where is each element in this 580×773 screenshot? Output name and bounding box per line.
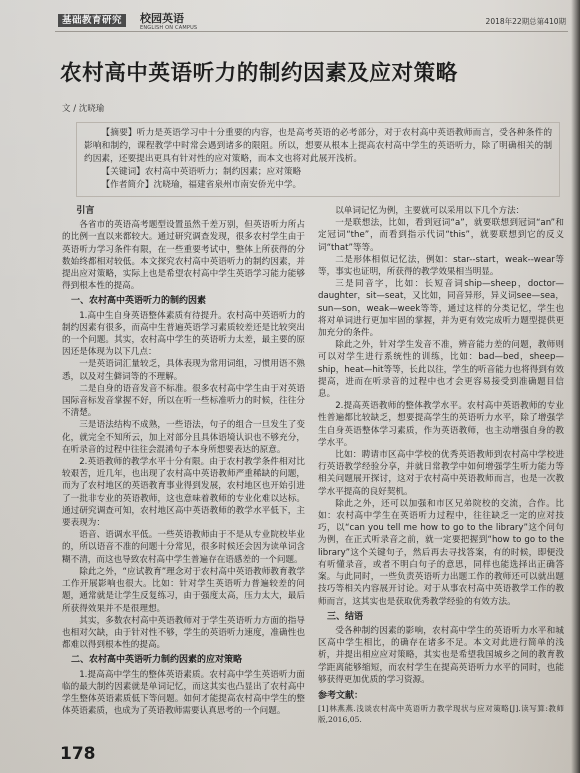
section-heading-intro: 引言 — [76, 206, 95, 216]
paragraph: 以单词记忆为例，主要就可以采用以下几个方法： — [335, 206, 525, 216]
author-bio: 【作者简介】沈晓瑜，福建省泉州市南安侨光中学。 — [101, 180, 302, 190]
paragraph: 除此之外，“应试教育”理念对于农村高中英语教师教育教学工作开展影响也很大。比如：针对学生英语听力普遍较差的问题，通常就是让学生反复练习，由于强度太高，压力太大，最后所获得效果并不是很理想。 — [62, 566, 305, 614]
page-edge-shadow — [571, 0, 580, 773]
magazine-name-english: ENGLISH ON CAMPUS — [140, 25, 198, 31]
reference-item: [1]林燕燕.浅谈农村高中英语听力教学现状与应对策略[J].读写算:教师版,2016,05. — [318, 704, 564, 725]
section-heading-2: 二、农村高中英语听力制约因素的应对策略 — [71, 655, 243, 666]
article-title: 农村高中英语听力的制约因素及应对策略 — [60, 61, 458, 86]
paragraph: 三是同音字，比如：长短音词ship—sheep，doctor—daughter，sit—seat，又比如，同音异形，异义词see—sea，sun—son，weak—week等等，通过这样的分类记忆，学生也将对单词进行更加牢固的掌握，并为更有效完成听力题型提供更加充分的条件。 — [318, 279, 564, 339]
paragraph: 1.提高高中学生的整体英语素质。农村高中学生英语听力面临的最大制约因素就是单词记忆，而这其实也凸显出了农村高中学生整体英语素质低下等问题。如何才能提高农村高中学生的整体英语素质，也成为了英语教师需要认真思考的一个问题。 — [62, 669, 305, 717]
section-label: 基础教育研究 — [58, 14, 126, 27]
running-header — [58, 12, 566, 32]
paragraph: 三是语法结构不成熟，一些语法，句子的组合一旦发生了变化，就完全不知所云，加上对部分且具体语境认识也不够充分，在听录音的过程中往往会混淆句子本身所想要表达的原意。 — [62, 420, 305, 455]
right-column — [318, 205, 564, 725]
paragraph: 其实，多数农村高中英语教师对于学生英语听力方面的指导也相对欠缺，由于针对性不够，学生的英语听力速度，准确性也都难以得到根本性的提高。 — [62, 615, 305, 651]
paragraph: 比如：聘请市区高中学校的优秀英语教师到农村高中学校进行英语教学经验分享，并就日常教学中如何增强学生听力能力等相关问题展开探讨，这对于农村高中英语教师而言，也是一次教学水平提高的良好契机。 — [318, 450, 564, 497]
section-heading-1: 一、农村高中英语听力的制约因素 — [71, 296, 207, 307]
paragraph: 二是形体相似记忆法，例如：star--start，weak--wear等等，事实也证明，所获得的教学效果相当明显。 — [318, 254, 564, 278]
section-heading-3: 三、结语 — [327, 611, 364, 622]
paragraph: 受各种制约因素的影响，农村高中学生的英语听力水平和城区高中学生相比，的确存在诸多不足。本文对此进行简单的浅析，并提出相应应对策略，其实也是希望我国城乡之间的教育教学距离能够缩短，而农村学生在提高英语听力水平的同时，也能够获得更加优质的学习资源。 — [318, 625, 564, 685]
references-title: 参考文献： — [318, 690, 364, 701]
left-column — [62, 205, 305, 717]
paragraph: 各省市的英语高考题型设置虽然千差万别，但英语听力所占的比例一直以来都较大。通过研究调查发现，很多农村学生由于英语听力学习条件有限，在一些重要考试中，整体上所获得的分数始终都相对较低。本文探究农村高中英语听力的制约因素，并提出应对策略，实际上也是希望农村高中学生英语学习能力能够得到根本性的提高。 — [62, 220, 305, 292]
paragraph: 二是自身的语音发音不标准。很多农村高中学生由于对英语国际音标发音掌握不好，所以在听一些标准听力的时候，往往分不清楚。 — [62, 383, 305, 419]
issue-info: 2018年22期总第410期 — [485, 17, 566, 26]
paragraph: 除此之外，针对学生发音不准，辨音能力差的问题，教师则可以对学生进行系统性的训练，比如：bad—bed，sheep—ship，heat—hit等等，长此以往，学生的听音能力也将得到有效提高，进而在听录音的过程中也才会更容易接受到准确题目信息。 — [318, 340, 564, 400]
paragraph: 1.高中生自身英语整体素质有待提升。农村高中英语听力的制约因素有很多，而高中生普遍英语学习素质较差还是比较突出的一个问题。其实，农村高中学生的英语听力太差，最主要的原因还是体现为以下几点： — [62, 310, 305, 358]
abstract-box — [76, 122, 560, 197]
article-byline: 文 / 沈晓瑜 — [62, 104, 105, 114]
page-number: 178 — [60, 744, 96, 764]
abstract-text: 【摘要】听力是英语学习中十分重要的内容，也是高考英语的必考部分，对于农村高中英语教师而言，受各种条件的影响和制约，课程教学中时常会遇到诸多的限阻。所以，想要从根本上提高农村高中学生的英语听力，除了明确相关的制约因素，还要提出更具有针对性的应对策略，而本文也将对此展开浅析。 — [84, 128, 552, 164]
paragraph: 一是英语词汇量较乏，具体表现为常用词组，习惯用语不熟悉，以及对生僻词等的不理解。 — [62, 359, 305, 382]
paragraph: 语音、语调水平低。一些英语教师由于不是从专业院校毕业的，所以语音不准的问题十分常见，很多时候还会因为读单词含糊不清，而这也导致农村高中学生普遍存在语感差的一个问题。 — [62, 530, 305, 565]
keywords: 【关键词】农村高中英语听力；制约因素；应对策略 — [101, 167, 302, 177]
magazine-name: 校园英语 — [140, 12, 184, 25]
paragraph: 2.提高英语教师的整体教学水平。农村高中英语教师的专业性普遍都比较缺乏，想要提高学生的英语听力水平，除了增强学生自身英语整体学习素质，作为英语教师，也主动增强自身的教学水平。 — [318, 401, 564, 448]
paragraph: 除此之外，还可以加强和市区兄弟院校的交流，合作。比如：农村高中学生在英语听力过程中，往往缺乏一定的应对技巧，以“can you tell me how to go to the library”这个问句为例，在正式听录音之前，就一定要把握到“how to go to the library”这个关键句子，然后再去寻找答案，有的时候，即便没有听懂录音，或者不明白句子的意思，同样也能选择出正确答案。与此同时，一些负责英语听力出题工作的教师还可以就出题技巧等相关内容展开讨论。对于从事农村高中英语教学工作的教师而言，这其实也是获取优秀教学经验的有效方法。 — [318, 498, 564, 607]
paragraph: 2.英语教师的教学水平十分有限。由于农村教学条件相对比较艰苦，近几年，也出现了农村高中英语教师严重稀缺的问题，而为了农村地区的英语教育事业得到发展，农村地区也开始引进了一批非专业的英语教师，这也意味着教师的专业化难以达标。通过研究调查可知，农村地区高中英语教师的教学水平低下，主要表现为： — [62, 457, 305, 529]
header-divider — [55, 31, 568, 32]
paragraph: 一是联想法，比如，看到冠词“a”，就要联想到冠词“an”和定冠词“the”，而看到指示代词“this”，就要联想到它的反义词“that”等等。 — [318, 218, 564, 253]
